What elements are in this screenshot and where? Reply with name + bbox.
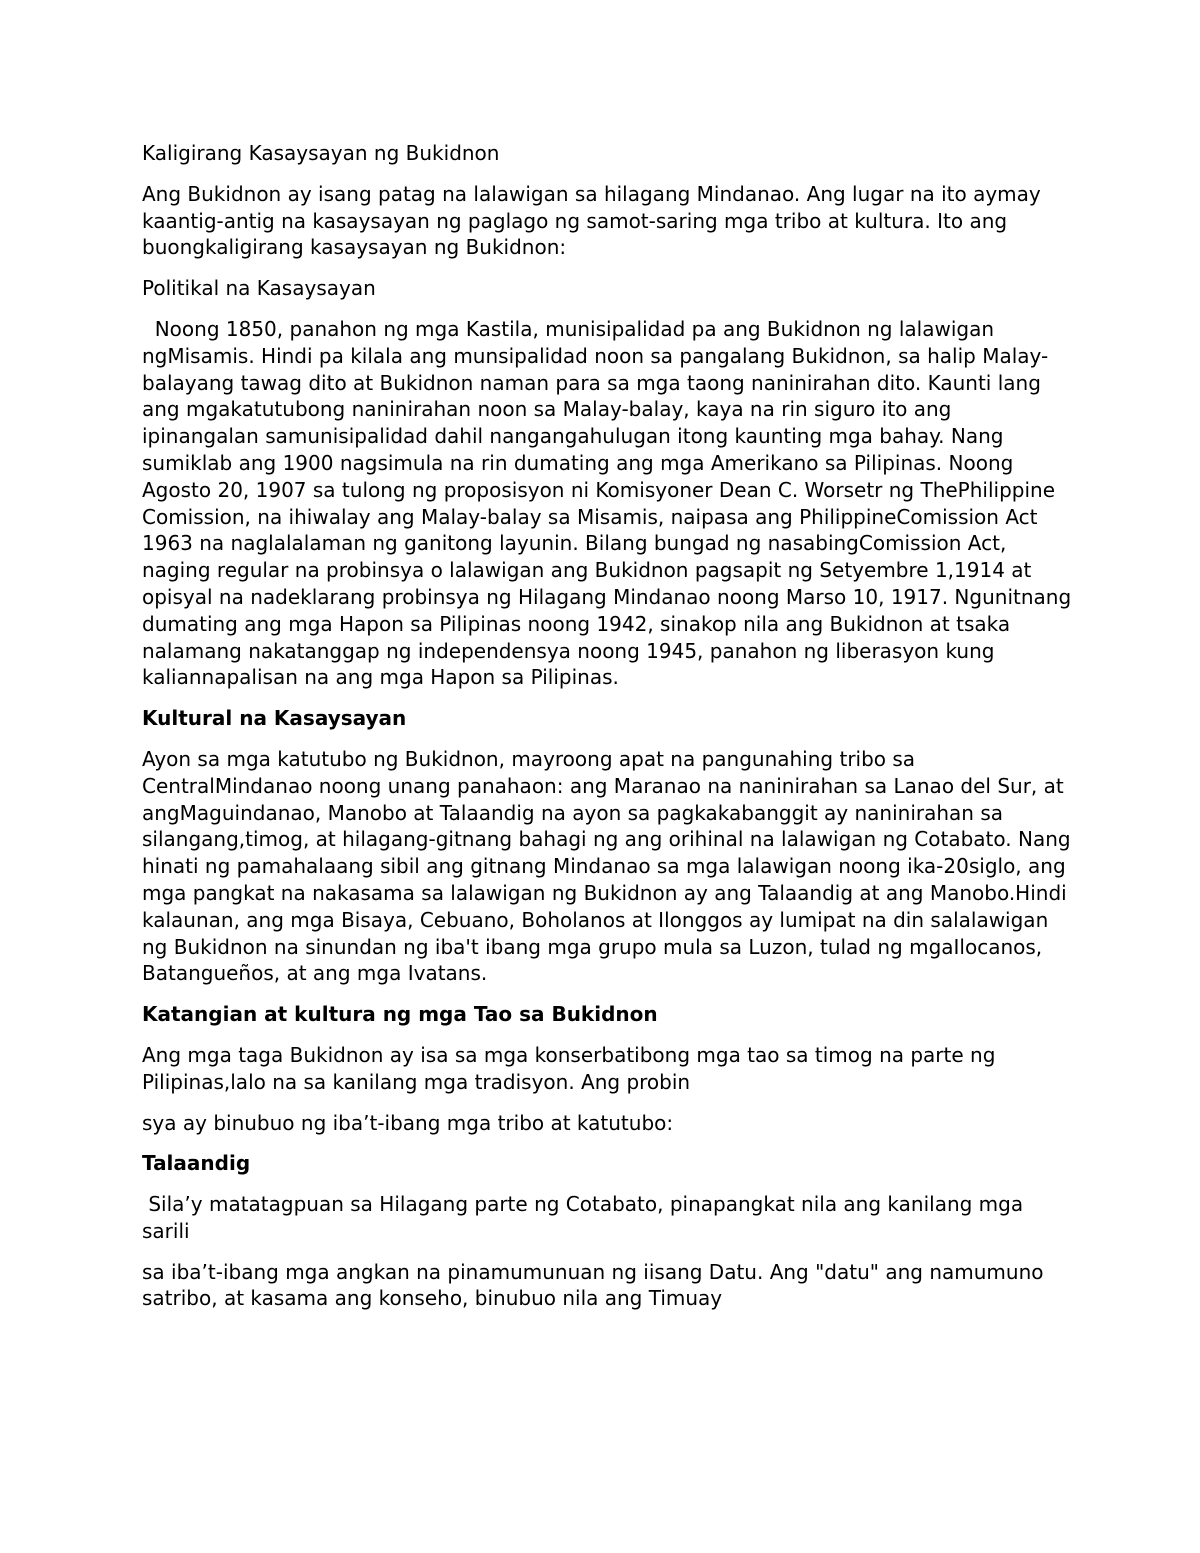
politikal-paragraph: Noong 1850, panahon ng mga Kastila, munisipalidad pa ang Bukidnon ng lalawigan ngMisamis. Hindi pa kilala ang munsipalidad noon sa pangalang Bukidnon, sa halip Malay-balayang tawag dito at Bukidnon naman para sa mga taong naninirahan dito. Kaunti lang ang mgakatutubong naninirahan noon sa Malay-balay, kaya na rin siguro ito ang ipinangalan samunisipalidad dahil nangangahulugan itong kaunting mga bahay. Nang sumiklab ang 1900 nagsimula na rin dumating ang mga Amerikano sa Pilipinas. Noong Agosto 20, 1907 sa tulong ng proposisyon ni Komisyoner Dean C. Worsetr ng ThePhilippine Comission, na ihiwalay ang Malay-balay sa Misamis, naipasa ang PhilippineComission Act 1963 na naglalalaman ng ganitong layunin. Bilang bungad ng nasabingComission Act, naging regular na probinsya o lalawigan ang Bukidnon pagsapit ng Setyembre 1,1914 at opisyal na nadeklarang probinsya ng Hilagang Mindanao noong Marso 10, 1917. Ngunitnang dumating ang mga Hapon sa Pilipinas noong 1942, sinakop nila ang Bukidnon at tsaka nalamang nakatanggap ng independensya noong 1945, panahon ng liberasyon kung kaliannapalisan na ang mga Hapon sa Pilipinas. xyxy=(142,316,1078,690)
katangian-paragraph-2: sya ay binubuo ng iba’t-ibang mga tribo at katutubo: xyxy=(142,1110,674,1135)
politikal-heading: Politikal na Kasaysayan xyxy=(142,276,376,301)
kultural-paragraph: Ayon sa mga katutubo ng Bukidnon, mayroong apat na pangunahing tribo sa CentralMindanao noong unang panahaon: ang Maranao na naninirahan sa Lanao del Sur, at angMaguindanao, Manobo at Talaandig na ayon sa pagkakabanggit ay naninirahan sa silangang,timog, at hilagang-gitnang bahagi ng ang orihinal na lalawigan ng Cotabato. Nang hinati ng pamahalaang sibil ang gitnang Mindanao sa mga lalawigan noong ika-20siglo, ang mga pangkat na nakasama sa lalawigan ng Bukidnon ay ang Talaandig at ang Manobo.Hindi kalaunan, ang mga Bisaya, Cebuano, Boholanos at Ilonggos ay lumipat na din salalawigan ng Bukidnon na sinundan ng iba't ibang mga grupo mula sa Luzon, tulad ng mgaIlocanos, Batangueños, at ang mga Ivatans. xyxy=(142,746,1077,986)
katangian-heading: Katangian at kultura ng mga Tao sa Bukidnon xyxy=(142,1002,658,1027)
document-body xyxy=(142,140,1078,1326)
talaandig-paragraph-2: sa iba’t-ibang mga angkan na pinamumunuan ng iisang Datu. Ang "datu" ang namumuno satribo, at kasama ang konseho, binubuo nila ang Timuay xyxy=(142,1259,1050,1311)
talaandig-paragraph-1: Sila’y matatagpuan sa Hilagang parte ng Cotabato, pinapangkat nila ang kanilang mga sarili xyxy=(142,1192,1030,1243)
intro-paragraph: Ang Bukidnon ay isang patag na lalawigan sa hilagang Mindanao. Ang lugar na ito aymay kaantig-antig na kasaysayan ng paglago ng samot-saring mga tribo at kultura. Ito ang buongkaligirang kasaysayan ng Bukidnon: xyxy=(142,181,1048,260)
document-title: Kaligirang Kasaysayan ng Bukidnon xyxy=(142,141,500,165)
talaandig-heading: Talaandig xyxy=(142,1151,251,1176)
kultural-heading: Kultural na Kasaysayan xyxy=(142,706,407,731)
katangian-paragraph-1: Ang mga taga Bukidnon ay isa sa mga konserbatibong mga tao sa timog na parte ng Pilipinas,lalo na sa kanilang mga tradisyon. Ang probin xyxy=(142,1042,1002,1094)
